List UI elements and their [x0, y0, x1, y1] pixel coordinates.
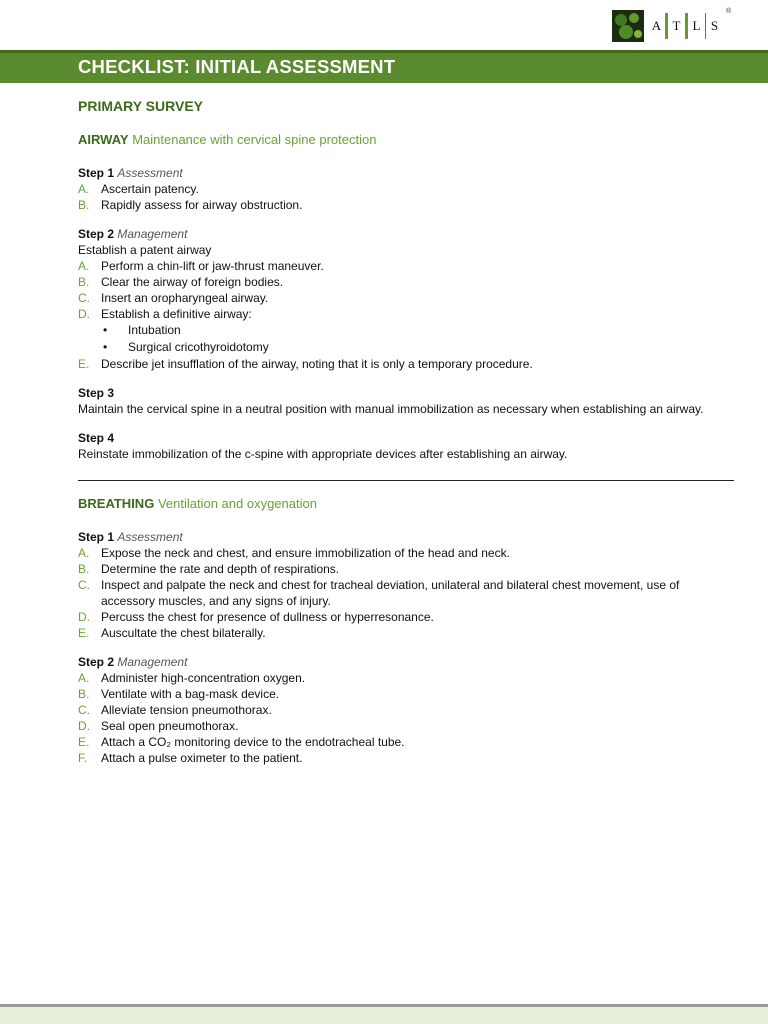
item-text: Describe jet insufflation of the airway, noting that it is only a temporary procedure.: [101, 357, 533, 371]
item-text: Ascertain patency.: [101, 182, 199, 196]
breathing-subtitle: Ventilation and oxygenation: [157, 496, 317, 511]
registered-mark: ®: [726, 8, 732, 15]
list-item: [78, 750, 734, 766]
item-text: Insert an oropharyngeal airway.: [101, 291, 269, 305]
step-tag: Assessment: [117, 166, 183, 180]
breathing-step1-heading: [78, 529, 734, 545]
item-letter: E.: [78, 357, 90, 371]
list-item: [78, 274, 734, 290]
airway-bullet-list: [78, 322, 734, 356]
item-text: Ventilate with a bag-mask device.: [101, 687, 280, 701]
step-tag: Management: [117, 227, 188, 241]
step-label: Step 3: [78, 386, 115, 400]
primary-survey-heading: PRIMARY SURVEY: [78, 98, 203, 114]
page-title: CHECKLIST: INITIAL ASSESSMENT: [78, 56, 396, 77]
list-item: [78, 734, 734, 750]
airway-subtitle: Maintenance with cervical spine protection: [132, 132, 377, 147]
item-letter: C.: [78, 703, 90, 717]
item-letter: D.: [78, 307, 90, 321]
item-letter: A.: [78, 546, 90, 560]
list-item: [78, 545, 734, 561]
list-item: [78, 686, 734, 702]
airway-step4-text: Reinstate immobilization of the c-spine with appropriate devices after establishing an airway.: [78, 447, 568, 461]
list-item: [78, 290, 734, 306]
breathing-step2-heading: [78, 654, 734, 670]
logo-letter-s: S: [710, 18, 719, 33]
item-text: Establish a definitive airway:: [101, 307, 252, 321]
breathing-label: BREATHING: [78, 496, 155, 511]
bullet-item: [78, 322, 734, 339]
item-text: Alleviate tension pneumothorax.: [101, 703, 272, 717]
step-tag: Management: [117, 655, 188, 669]
item-text: Administer high-concentration oxygen.: [101, 671, 306, 685]
step-label: Step 1: [78, 166, 115, 180]
airway-step1-heading: [78, 165, 734, 181]
list-item: [78, 670, 734, 686]
atls-logo: [612, 10, 734, 42]
airway-step3-heading: [78, 385, 734, 401]
bullet-icon: •: [103, 340, 108, 354]
item-letter: B.: [78, 198, 90, 212]
airway-step2-intro: Establish a patent airway: [78, 243, 212, 257]
item-text: Expose the neck and chest, and ensure immobilization of the head and neck.: [101, 546, 510, 560]
list-item: [78, 609, 734, 625]
list-item: [78, 306, 734, 322]
list-item: [78, 625, 734, 641]
breathing-step1-list: [78, 545, 734, 641]
item-letter: B.: [78, 275, 90, 289]
step-label: Step 2: [78, 227, 115, 241]
item-letter: B.: [78, 562, 90, 576]
step-label: Step 4: [78, 431, 115, 445]
list-item: [78, 197, 734, 213]
item-letter: B.: [78, 687, 90, 701]
checklist-content: [78, 98, 734, 766]
item-letter: C.: [78, 578, 90, 592]
breathing-step2-list: [78, 670, 734, 766]
logo-letter-t: T: [672, 18, 681, 33]
item-letter: E.: [78, 735, 90, 749]
item-letter: A.: [78, 671, 90, 685]
item-letter: A.: [78, 182, 90, 196]
list-item: [78, 702, 734, 718]
bullet-text: Intubation: [128, 323, 181, 337]
item-text: Perform a chin-lift or jaw-thrust maneuver.: [101, 259, 324, 273]
item-text: Attach a pulse oximeter to the patient.: [101, 751, 303, 765]
item-text: Attach a CO₂ monitoring device to the endotracheal tube.: [101, 735, 405, 749]
airway-step3-text: Maintain the cervical spine in a neutral position with manual immobilization as necessary when establishing an airway.: [78, 402, 704, 416]
atls-logo-image: [612, 10, 644, 42]
list-item: [78, 181, 734, 197]
item-letter: C.: [78, 291, 90, 305]
step-label: Step 2: [78, 655, 115, 669]
title-bar: [0, 50, 768, 83]
airway-step2-list-continued: [78, 356, 734, 372]
logo-letter-a: A: [651, 18, 662, 33]
item-text: Seal open pneumothorax.: [101, 719, 239, 733]
item-text: Determine the rate and depth of respirations.: [101, 562, 340, 576]
step-label: Step 1: [78, 530, 115, 544]
bullet-icon: •: [103, 323, 108, 337]
bullet-text: Surgical cricothyroidotomy: [128, 340, 269, 354]
item-text: Inspect and palpate the neck and chest for tracheal deviation, unilateral and bilateral chest movement, use of accessory muscles, and any signs of injury.: [101, 578, 680, 608]
list-item: [78, 561, 734, 577]
logo-letter-l: L: [692, 18, 701, 33]
airway-step1-list: [78, 181, 734, 213]
item-letter: F.: [78, 751, 88, 765]
item-text: Percuss the chest for presence of dullness or hyperresonance.: [101, 610, 434, 624]
step-tag: Assessment: [117, 530, 183, 544]
list-item: [78, 718, 734, 734]
item-letter: E.: [78, 626, 90, 640]
airway-heading: [78, 132, 734, 152]
airway-step2-list: [78, 258, 734, 322]
item-letter: D.: [78, 719, 90, 733]
item-text: Clear the airway of foreign bodies.: [101, 275, 284, 289]
airway-step2-heading: [78, 226, 734, 242]
list-item: [78, 577, 734, 609]
airway-label: AIRWAY: [78, 132, 129, 147]
list-item: [78, 258, 734, 274]
breathing-heading: [78, 496, 734, 516]
item-letter: D.: [78, 610, 90, 624]
bullet-item: [78, 339, 734, 356]
section-divider: [78, 480, 734, 481]
item-text: Rapidly assess for airway obstruction.: [101, 198, 303, 212]
item-letter: A.: [78, 259, 90, 273]
page-footer: [0, 1004, 768, 1024]
airway-step4-heading: [78, 430, 734, 446]
list-item: [78, 356, 734, 372]
item-text: Auscultate the chest bilaterally.: [101, 626, 266, 640]
